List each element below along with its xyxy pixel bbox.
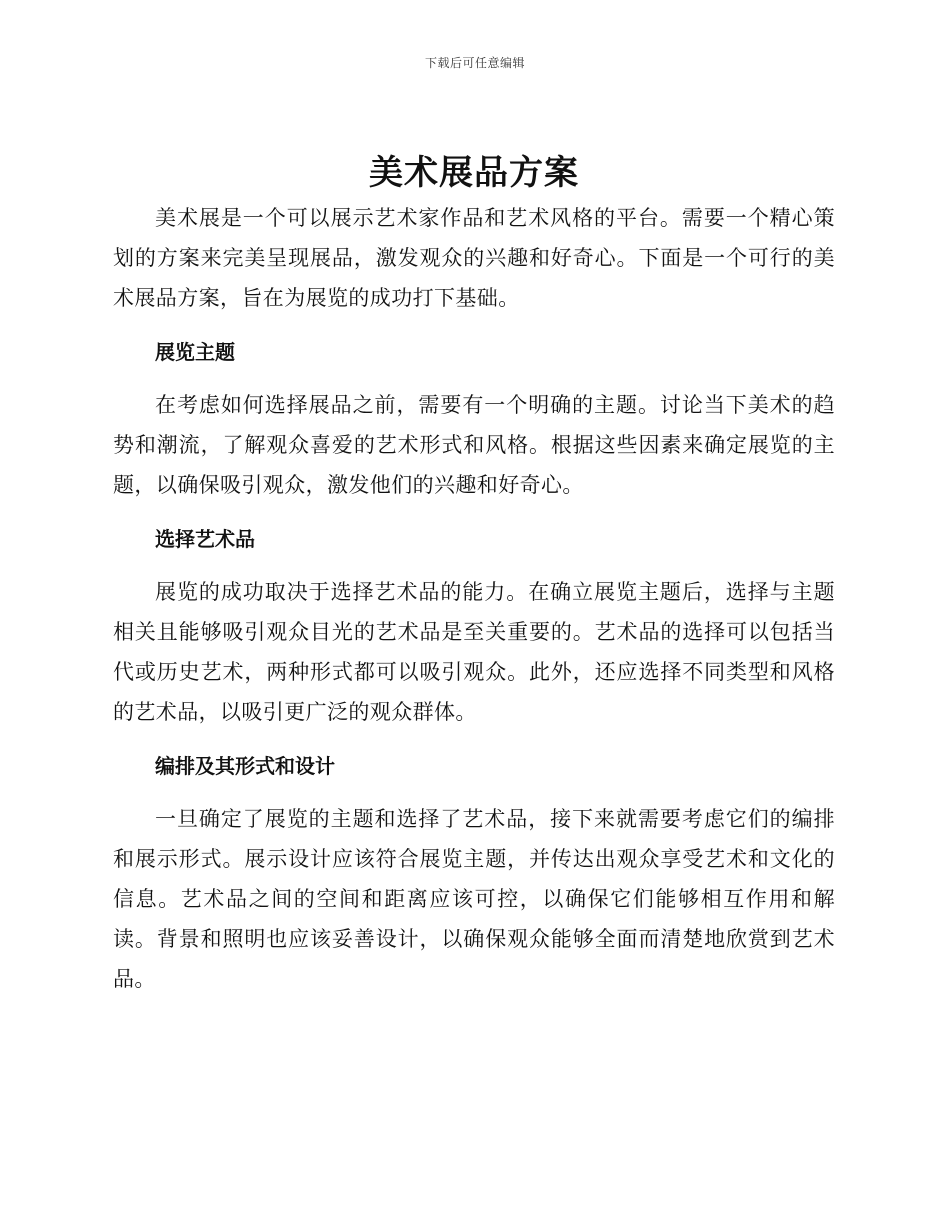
document-body [113,148,835,999]
section-heading-artwork-selection: 选择艺术品 [155,527,255,551]
section-body-layout-design: 一旦确定了展览的主题和选择了艺术品，接下来就需要考虑它们的编排和展示形式。展示设计应该符合展览主题，并传达出观众享受艺术和文化的信息。艺术品之间的空间和距离应该可控，以确保它们能够相互作用和解读。背景和照明也应该妥善设计，以确保观众能够全面而清楚地欣赏到艺术品。 [113,807,835,991]
section-body-artwork-selection: 展览的成功取决于选择艺术品的能力。在确立展览主题后，选择与主题相关且能够吸引观众目光的艺术品是至关重要的。艺术品的选择可以包括当代或历史艺术，两种形式都可以吸引观众。此外，还应选择不同类型和风格的艺术品，以吸引更广泛的观众群体。 [113,580,835,724]
section-heading-theme: 展览主题 [155,340,235,364]
document-title: 美术展品方案 [369,153,579,193]
intro-paragraph: 美术展是一个可以展示艺术家作品和艺术风格的平台。需要一个精心策划的方案来完美呈现展品，激发观众的兴趣和好奇心。下面是一个可行的美术展品方案，旨在为展览的成功打下基础。 [113,206,835,310]
section-heading-layout-design: 编排及其形式和设计 [155,754,335,778]
section-body-theme: 在考虑如何选择展品之前，需要有一个明确的主题。讨论当下美术的趋势和潮流，了解观众喜爱的艺术形式和风格。根据这些因素来确定展览的主题，以确保吸引观众，激发他们的兴趣和好奇心。 [113,393,835,497]
header-note: 下载后可任意编辑 [424,56,525,70]
